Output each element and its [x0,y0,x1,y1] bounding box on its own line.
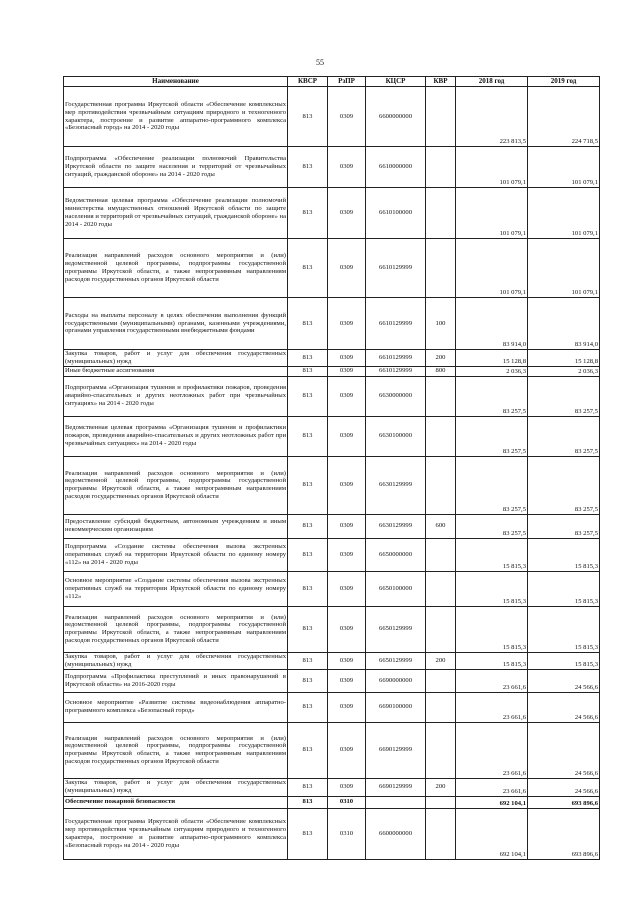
cell-y2019: 693 896,6 [528,808,600,859]
table-row [64,796,600,808]
cell-name: Закупка товаров, работ и услуг для обеспечения государственных (муниципальных) нужд [65,350,286,365]
table-row [64,376,600,416]
cell-y2019: 224 718,5 [528,87,600,147]
cell-kvsr: 813 [288,239,328,298]
cell-kvr [426,239,456,298]
cell-y2019: 101 079,1 [528,188,600,239]
cell-kvr: 100 [426,298,456,350]
cell-kvsr: 813 [288,456,328,514]
cell-rzpr: 0309 [328,606,366,652]
header-kcsr: КЦСР [366,77,426,87]
cell-y2018: 83 257,5 [456,376,528,416]
cell-rzpr: 0309 [328,692,366,722]
cell-rzpr: 0309 [328,778,366,796]
cell-y2019: 101 079,1 [528,147,600,188]
cell-kvsr: 813 [288,606,328,652]
cell-rzpr: 0309 [328,538,366,571]
cell-kvsr: 813 [288,669,328,692]
cell-name: Расходы на выплаты персоналу в целях обеспечения выполнения функций государственными (муниципальными) органами, казенными учреждениями, органами управления государственными внебюджетными фондами [64,298,288,350]
header-2019: 2019 год [528,77,600,87]
cell-y2018: 2 036,3 [456,366,528,376]
cell-kvsr: 813 [288,366,328,376]
cell-kvsr: 813 [288,416,328,456]
cell-rzpr: 0309 [328,669,366,692]
cell-y2019: 83 257,5 [528,376,600,416]
cell-y2018: 83 257,5 [456,416,528,456]
cell-name: Основное мероприятие «Создание системы обеспечения вызова экстренных оперативных служб на территории Иркутской области по единому номеру «112» [64,571,288,606]
cell-y2018: 23 661,6 [456,669,528,692]
cell-y2019: 15 128,8 [528,350,600,367]
table-row [64,514,600,538]
cell-kcsr: 6610129999 [366,298,426,350]
cell-rzpr: 0309 [328,514,366,538]
table-row [64,538,600,571]
cell-kvsr: 813 [288,350,328,367]
cell-kvsr: 813 [288,808,328,859]
cell-kvr [426,147,456,188]
cell-kvr: 200 [426,350,456,367]
cell-name: Подпрограмма «Обеспечение реализации полномочий Правительства Иркутской области по защите населения и территорий от чрезвычайных ситуаций, гражданской обороне» на 2014 - 2020 годы [64,147,288,188]
cell-y2018: 15 815,3 [456,652,528,669]
table-row [64,366,600,376]
cell-kvr [426,606,456,652]
cell-kvsr: 813 [288,778,328,796]
cell-kvr: 200 [426,778,456,796]
cell-kvr [426,692,456,722]
table-row [64,416,600,456]
cell-kcsr: 6630000000 [366,376,426,416]
cell-kcsr: 6610129999 [366,350,426,367]
cell-name: Основное мероприятие «Развитие системы видеонаблюдения аппаратно-программного комплекса «Безопасный город» [64,692,288,722]
cell-y2018: 83 257,5 [456,514,528,538]
table-body [64,87,600,860]
cell-kvr [426,538,456,571]
header-2018: 2018 год [456,77,528,87]
cell-y2018: 223 813,5 [456,87,528,147]
cell-y2019: 24 566,6 [528,692,600,722]
table-row [64,571,600,606]
cell-name: Предоставление субсидий бюджетным, автономным учреждениям и иным некоммерческим организациям [64,514,288,538]
cell-y2019: 2 036,3 [528,366,600,376]
cell-kvsr: 813 [288,571,328,606]
cell-rzpr: 0309 [328,652,366,669]
header-name: Наименование [64,77,288,87]
cell-name: Реализация направлений расходов основного мероприятия и (или) ведомственной целевой программы, подпрограммы государственной программы Иркутской области, а также непрограммным направлениям расходов государственных органов Иркутской области [64,606,288,652]
cell-kcsr: 6690129999 [366,778,426,796]
cell-rzpr: 0309 [328,87,366,147]
cell-kvr: 600 [426,514,456,538]
cell-kvr [426,188,456,239]
cell-kcsr [366,796,426,808]
cell-kvsr: 813 [288,87,328,147]
cell-y2019: 15 815,3 [528,571,600,606]
cell-kvsr: 813 [288,147,328,188]
table-row [64,350,600,367]
table-row [64,456,600,514]
table-row [64,147,600,188]
cell-kcsr: 6610129999 [366,239,426,298]
cell-kvr [426,416,456,456]
cell-y2019: 24 566,6 [528,722,600,778]
cell-kcsr: 6610129999 [366,366,426,376]
cell-kvr [426,722,456,778]
table-row [64,239,600,298]
cell-y2019: 83 914,0 [528,298,600,350]
cell-kvsr: 813 [288,538,328,571]
cell-kvr [426,571,456,606]
table-row [64,652,600,669]
cell-y2018: 101 079,1 [456,188,528,239]
cell-rzpr: 0309 [328,298,366,350]
cell-kvr [426,456,456,514]
cell-y2018: 692 104,1 [456,808,528,859]
cell-y2018: 23 661,6 [456,692,528,722]
cell-kvr: 200 [426,652,456,669]
cell-kvsr: 813 [288,796,328,808]
table-row [64,87,600,147]
cell-name: Закупка товаров, работ и услуг для обеспечения государственных (муниципальных) нужд [65,652,286,668]
cell-kvsr: 813 [288,652,328,669]
cell-kcsr: 6600000000 [366,808,426,859]
cell-y2018: 101 079,1 [456,239,528,298]
table-row [64,188,600,239]
cell-kvr [426,87,456,147]
cell-rzpr: 0309 [328,147,366,188]
cell-y2018: 15 815,3 [456,606,528,652]
table-header-row [64,77,600,87]
cell-name: Подпрограмма «Организация тушения и профилактики пожаров, проведения аварийно-спасательных и других неотложных работ при чрезвычайных ситуациях» на 2014 - 2020 годы [64,376,288,416]
cell-kcsr: 6650129999 [366,652,426,669]
cell-name: Ведомственная целевая программа «Организация тушения и профилактики пожаров, проведения аварийно-спасательных и других неотложных работ при чрезвычайных ситуациях» на 2014 - 2020 годы [64,416,288,456]
cell-name: Обеспечение пожарной безопасности [64,796,288,808]
cell-kcsr: 6690100000 [366,692,426,722]
page-number: 55 [316,58,324,67]
cell-kvr [426,376,456,416]
cell-kcsr: 6630129999 [366,514,426,538]
cell-kvsr: 813 [288,298,328,350]
cell-name: Закупка товаров, работ и услуг для обеспечения государственных (муниципальных) нужд [65,779,286,795]
cell-kcsr: 6630100000 [366,416,426,456]
cell-y2019: 101 079,1 [528,239,600,298]
cell-kcsr: 6610000000 [366,147,426,188]
cell-y2019: 83 257,5 [528,456,600,514]
cell-kcsr: 6600000000 [366,87,426,147]
header-rzpr: РзПР [328,77,366,87]
cell-kvr [426,669,456,692]
cell-y2019: 83 257,5 [528,416,600,456]
header-kvr: КВР [426,77,456,87]
cell-y2019: 83 257,5 [528,514,600,538]
cell-kvsr: 813 [288,376,328,416]
cell-rzpr: 0309 [328,416,366,456]
cell-kcsr: 6610100000 [366,188,426,239]
cell-name: Реализация направлений расходов основного мероприятия и (или) ведомственной целевой программы, подпрограммы государственной программы Иркутской области, а также непрограммным направлениям расходов государственных органов Иркутской области [64,456,288,514]
cell-name: Подпрограмма «Создание системы обеспечения вызова экстренных оперативных служб на территории Иркутской области по единому номеру «112» на 2014 - 2020 годы [64,538,288,571]
cell-name: Государственная программа Иркутской области «Обеспечение комплексных мер противодействия чрезвычайным ситуациям природного и техногенного характера, построение и развитие аппаратно-программного комплекса «Безопасный город» на 2014 - 2020 годы [64,87,288,147]
cell-y2018: 23 661,6 [456,722,528,778]
cell-y2018: 15 815,3 [456,571,528,606]
cell-rzpr: 0309 [328,239,366,298]
cell-kvr [426,796,456,808]
cell-rzpr: 0310 [328,808,366,859]
table-row [64,669,600,692]
budget-table [63,76,600,860]
cell-rzpr: 0309 [328,188,366,239]
table-row [64,606,600,652]
cell-rzpr: 0309 [328,456,366,514]
header-kvsr: КВСР [288,77,328,87]
cell-rzpr: 0309 [328,366,366,376]
cell-kcsr: 6650129999 [366,606,426,652]
table-row [64,778,600,796]
cell-y2018: 101 079,1 [456,147,528,188]
cell-y2019: 15 815,3 [528,606,600,652]
cell-y2018: 15 815,3 [456,538,528,571]
cell-kvr [426,808,456,859]
cell-kcsr: 6650100000 [366,571,426,606]
table-row [64,692,600,722]
cell-kvsr: 813 [288,514,328,538]
cell-kcsr: 6650000000 [366,538,426,571]
cell-rzpr: 0309 [328,350,366,367]
table-row [64,808,600,859]
cell-kvsr: 813 [288,692,328,722]
cell-kcsr: 6690000000 [366,669,426,692]
cell-name: Реализация направлений расходов основного мероприятия и (или) ведомственной целевой программы, подпрограммы государственной программы Иркутской области, а также непрограммным направлениям расходов государственных органов Иркутской области [64,722,288,778]
cell-rzpr: 0310 [328,796,366,808]
cell-y2018: 83 257,5 [456,456,528,514]
table-row [64,298,600,350]
cell-name: Подпрограмма «Профилактика преступлений и иных правонарушений в Иркутской области» на 2016-2020 годы [64,669,288,692]
cell-y2018: 15 128,8 [456,350,528,367]
cell-kcsr: 6630129999 [366,456,426,514]
cell-rzpr: 0309 [328,571,366,606]
cell-y2019: 24 566,6 [528,669,600,692]
cell-y2019: 693 896,6 [528,796,600,808]
cell-name: Государственная программа Иркутской области «Обеспечение комплексных мер противодействия чрезвычайным ситуациям природного и техногенного характера, построение и развитие аппаратно-программного комплекса «Безопасный город» на 2014 - 2020 годы [64,808,288,859]
cell-name: Реализация направлений расходов основного мероприятия и (или) ведомственной целевой программы, подпрограммы государственной программы Иркутской области, а также непрограммным направлениям расходов государственных органов Иркутской области [64,239,288,298]
cell-y2018: 692 104,1 [456,796,528,808]
cell-name: Ведомственная целевая программа «Обеспечение реализации полномочий министерства имущественных отношений Иркутской области по защите населения и территорий от чрезвычайных ситуаций, гражданской обороне» на 2014 - 2020 годы [64,188,288,239]
cell-y2019: 15 815,3 [528,652,600,669]
cell-rzpr: 0309 [328,722,366,778]
cell-y2019: 15 815,3 [528,538,600,571]
cell-kcsr: 6690129999 [366,722,426,778]
cell-rzpr: 0309 [328,376,366,416]
cell-name: Иные бюджетные ассигнования [64,366,288,376]
table-row [64,722,600,778]
cell-y2019: 24 566,6 [528,778,600,796]
cell-kvsr: 813 [288,722,328,778]
cell-y2018: 83 914,0 [456,298,528,350]
cell-kvr: 800 [426,366,456,376]
cell-y2018: 23 661,6 [456,778,528,796]
cell-kvsr: 813 [288,188,328,239]
